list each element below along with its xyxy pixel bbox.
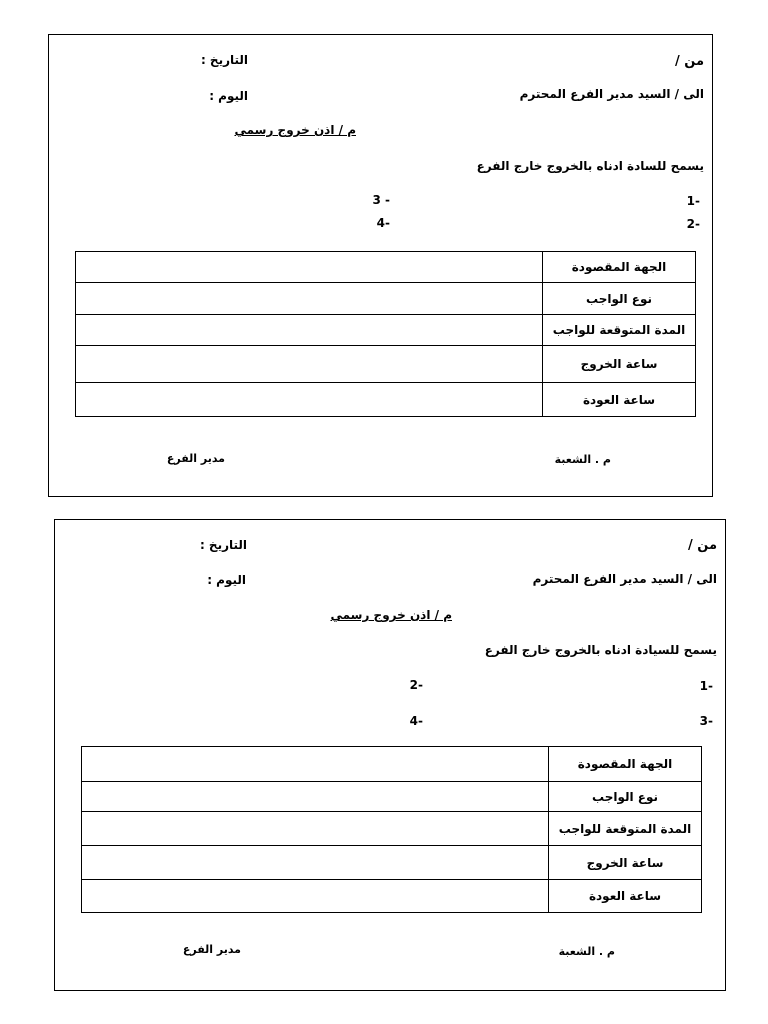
allow-text: يسمح للسيادة ادناه بالخروج خارج الفرع [484, 643, 717, 657]
duty-type-value-cell[interactable] [76, 283, 543, 315]
from-label: من / [687, 538, 717, 553]
exit-time-value-cell[interactable] [82, 846, 549, 880]
table-row [82, 782, 702, 812]
expected-duration-value-cell[interactable] [82, 812, 549, 846]
table-row [82, 812, 702, 846]
allow-text: يسمح للسادة ادناه بالخروج خارج الفرع [476, 159, 704, 173]
row-label-duty-type: نوع الواجب [549, 782, 702, 812]
section-head-signature: م . الشعبة [554, 453, 611, 466]
item-4: -4 [409, 714, 423, 728]
row-label-return-time: ساعة العودة [549, 880, 702, 913]
table-row [76, 315, 696, 346]
table-row [76, 252, 696, 283]
table-row [82, 846, 702, 880]
row-label-destination: الجهة المقصودة [549, 747, 702, 782]
item-3: -3 [699, 714, 713, 728]
branch-manager-signature: مدير الفرع [166, 452, 225, 465]
table-row [82, 880, 702, 913]
row-label-expected-duration: المدة المتوقعة للواجب [543, 315, 696, 346]
destination-value-cell[interactable] [76, 252, 543, 283]
date-label: التاريخ : [199, 538, 247, 552]
to-label: الى / السيد مدير الفرع المحترم [532, 572, 717, 586]
exit-permit-form-1 [48, 34, 713, 497]
duty-type-value-cell[interactable] [82, 782, 549, 812]
section-head-signature: م . الشعبة [558, 945, 615, 958]
expected-duration-value-cell[interactable] [76, 315, 543, 346]
item-3: - 3 [372, 193, 390, 207]
exit-time-value-cell[interactable] [76, 346, 543, 383]
item-2: -2 [686, 217, 700, 231]
subject-title: م / اذن خروج رسمي [330, 608, 452, 622]
day-label: اليوم : [207, 573, 246, 587]
date-label: التاريخ : [200, 53, 248, 67]
details-table [81, 746, 702, 913]
table-row [82, 747, 702, 782]
exit-permit-form-2 [54, 519, 726, 991]
from-label: من / [674, 54, 704, 69]
item-1: -1 [686, 194, 700, 208]
row-label-duty-type: نوع الواجب [543, 283, 696, 315]
item-1: -1 [699, 679, 713, 693]
row-label-expected-duration: المدة المتوقعة للواجب [549, 812, 702, 846]
table-row [76, 383, 696, 417]
subject-title: م / اذن خروج رسمي [234, 123, 356, 137]
row-label-destination: الجهة المقصودة [543, 252, 696, 283]
return-time-value-cell[interactable] [82, 880, 549, 913]
branch-manager-signature: مدير الفرع [182, 943, 241, 956]
table-row [76, 346, 696, 383]
row-label-return-time: ساعة العودة [543, 383, 696, 417]
destination-value-cell[interactable] [82, 747, 549, 782]
details-table [75, 251, 696, 417]
row-label-exit-time: ساعة الخروج [549, 846, 702, 880]
item-2: -2 [409, 678, 423, 692]
return-time-value-cell[interactable] [76, 383, 543, 417]
table-row [76, 283, 696, 315]
row-label-exit-time: ساعة الخروج [543, 346, 696, 383]
item-4: -4 [376, 216, 390, 230]
to-label: الى / السيد مدير الفرع المحترم [519, 87, 704, 101]
day-label: اليوم : [209, 89, 248, 103]
